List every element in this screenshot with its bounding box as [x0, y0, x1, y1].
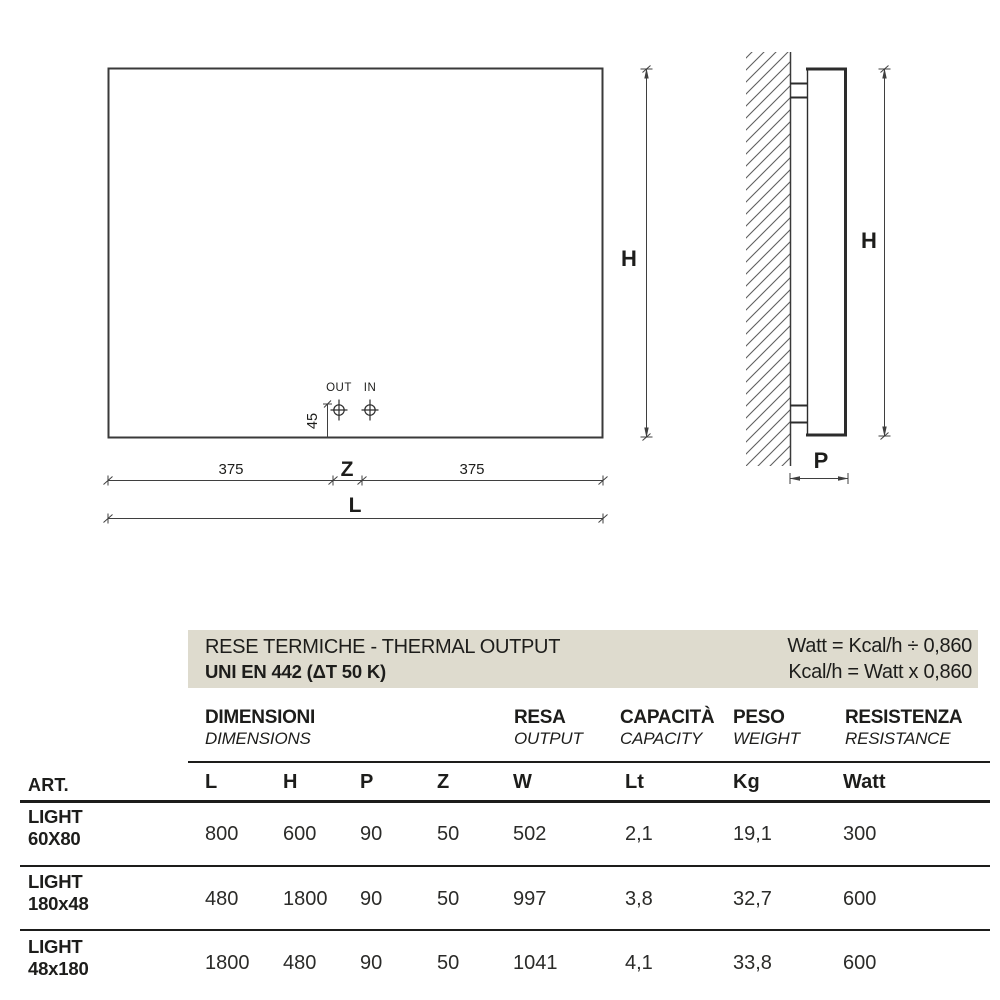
- formula-watt: Watt = Kcal/h ÷ 0,860: [787, 635, 972, 657]
- cell-w: 1041: [513, 952, 558, 974]
- band-formulas: [787, 633, 972, 685]
- column-header-p: P: [360, 771, 374, 793]
- p-dimension-line: [790, 473, 849, 484]
- radiator-front-panel: [109, 69, 603, 438]
- front-h-dimension-line: [641, 66, 653, 441]
- dim-375-z-375-line: [104, 476, 608, 486]
- cell-p: 90: [360, 888, 383, 910]
- article-name-line2: 60X80: [28, 828, 81, 849]
- thermal-output-band: [188, 630, 978, 688]
- cell-kg: 33,8: [733, 952, 772, 974]
- cell-p: 90: [360, 952, 383, 974]
- dim-375-left-value: 375: [218, 461, 244, 478]
- art-column-header: ART.: [28, 775, 69, 795]
- column-header-kg: Kg: [733, 771, 760, 793]
- p-label: P: [813, 448, 829, 473]
- side-h-dimension-line: [879, 66, 891, 440]
- side-view: [746, 52, 891, 484]
- article-name-line1: LIGHT: [28, 936, 83, 957]
- table-row-article: [28, 871, 89, 915]
- cell-watt: 600: [843, 952, 877, 974]
- band-title-main: RESE TERMICHE - THERMAL OUTPUT: [205, 635, 561, 658]
- group-subheader-dimensions: DIMENSIONS: [205, 729, 311, 748]
- column-header-h: H: [283, 771, 298, 793]
- article-name-line2: 180x48: [28, 893, 89, 914]
- table-row-article: [28, 806, 83, 850]
- row-separator: [20, 865, 990, 867]
- z-label: Z: [340, 458, 354, 481]
- front-view: [104, 66, 653, 524]
- article-name-line2: 48x180: [28, 958, 89, 979]
- cell-lt: 2,1: [625, 823, 653, 845]
- cell-lt: 3,8: [625, 888, 653, 910]
- cell-p: 90: [360, 823, 383, 845]
- cell-l: 800: [205, 823, 239, 845]
- article-name-line1: LIGHT: [28, 871, 83, 892]
- group-header-dimensioni: DIMENSIONI: [205, 707, 315, 728]
- out-label: OUT: [326, 382, 352, 394]
- header-rule: [188, 761, 990, 763]
- front-h-label: H: [621, 246, 637, 271]
- group-header-capacita: CAPACITÀ: [620, 707, 715, 728]
- l-label: L: [348, 494, 362, 517]
- article-name-line1: LIGHT: [28, 806, 83, 827]
- dim-45: [323, 401, 332, 439]
- wall-brackets: [790, 84, 807, 423]
- cell-lt: 4,1: [625, 952, 653, 974]
- group-subheader-output: OUTPUT: [514, 729, 583, 748]
- cell-l: 1800: [205, 952, 250, 974]
- radiator-side-panel: [806, 68, 847, 437]
- dim-45-value: 45: [305, 412, 321, 430]
- cell-z: 50: [437, 888, 460, 910]
- column-header-z: Z: [437, 771, 450, 793]
- pipe-connection-out-icon: [331, 400, 348, 421]
- group-header-resistenza: RESISTENZA: [845, 707, 963, 728]
- cell-w: 997: [513, 888, 547, 910]
- wall-hatching: [746, 52, 790, 466]
- header-bottom-rule: [20, 800, 990, 803]
- column-header-lt: Lt: [625, 771, 644, 793]
- band-titles: [205, 636, 560, 683]
- cell-watt: 600: [843, 888, 877, 910]
- band-title-standard: UNI EN 442 (ΔT 50 K): [205, 660, 386, 682]
- dim-375-right-value: 375: [459, 461, 485, 478]
- group-subheader-capacity: CAPACITY: [620, 729, 703, 748]
- cell-kg: 19,1: [733, 823, 772, 845]
- cell-w: 502: [513, 823, 547, 845]
- group-subheader-resistance: RESISTANCE: [845, 729, 951, 748]
- table-row-article: [28, 936, 89, 980]
- cell-z: 50: [437, 823, 460, 845]
- column-header-watt: Watt: [843, 771, 886, 793]
- cell-h: 600: [283, 823, 317, 845]
- side-h-label: H: [861, 228, 877, 253]
- group-header-resa: RESA: [514, 707, 566, 728]
- row-separator: [20, 929, 990, 931]
- group-subheader-weight: WEIGHT: [733, 729, 800, 748]
- column-header-w: W: [513, 771, 532, 793]
- column-header-l: L: [205, 771, 218, 793]
- cell-h: 480: [283, 952, 317, 974]
- group-header-peso: PESO: [733, 707, 785, 728]
- cell-l: 480: [205, 888, 239, 910]
- cell-z: 50: [437, 952, 460, 974]
- cell-h: 1800: [283, 888, 328, 910]
- cell-watt: 300: [843, 823, 877, 845]
- in-label: IN: [363, 382, 377, 394]
- formula-kcal: Kcal/h = Watt x 0,860: [788, 661, 972, 683]
- cell-kg: 32,7: [733, 888, 772, 910]
- pipe-connection-in-icon: [362, 400, 379, 421]
